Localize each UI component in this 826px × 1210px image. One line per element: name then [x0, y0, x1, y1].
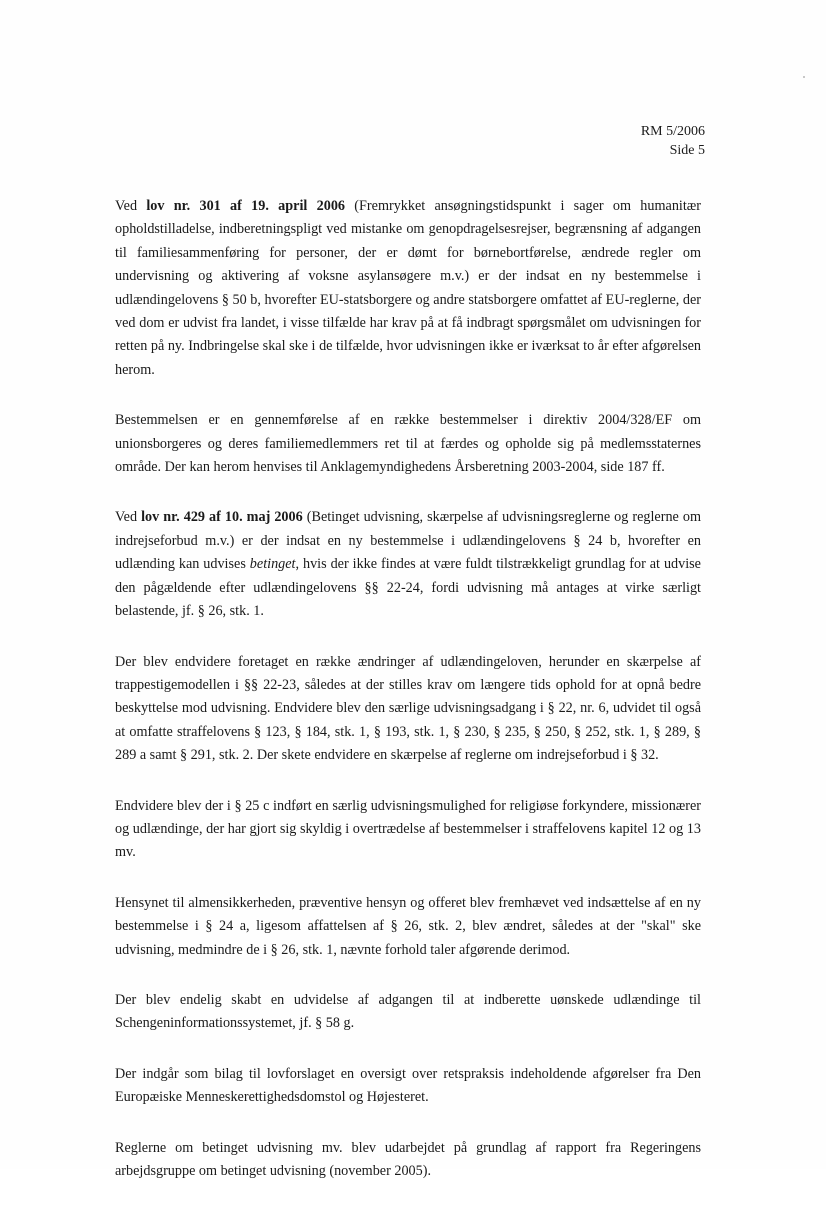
paragraph-text: Der blev endelig skabt en udvidelse af adgangen til at indberette uønskede udlændinge til Schengeninformationssystemet, jf. § 58 g.: [115, 991, 701, 1032]
paragraph-8: [115, 1063, 701, 1110]
paragraph-7: [115, 989, 701, 1036]
page-header: [641, 122, 705, 160]
paragraph-4: [115, 651, 701, 768]
paragraph-1: [115, 195, 701, 382]
paragraph-text: Der indgår som bilag til lovforslaget en oversigt over retspraksis indeholdende afgørelser fra Den Europæiske Menneskerettighedsdomstol og Højesteret.: [115, 1065, 701, 1106]
paragraph-3: [115, 506, 701, 623]
paragraph-5: [115, 795, 701, 865]
paragraph-text: Ved: [115, 198, 147, 214]
paragraph-text: Ved: [115, 509, 142, 526]
law-reference: lov nr. 301 af 19. april 2006: [146, 198, 346, 214]
paragraph-text: Hensynet til almensikkerheden, præventive hensyn og offeret blev fremhævet ved indsættelse af en ny bestemmelse i § 24 a, ligesom affattelsen af § 26, stk. 2, blev ændret, således at der "skal" ske udvisning, medmindre de i § 26, stk. 1, nævnte forhold taler afgørende derimod.: [115, 894, 701, 958]
paragraph-text: Der blev endvidere foretaget en række ændringer af udlændingeloven, herunder en skærpelse af trappestigemodellen i §§ 22-23, således at der stilles krav om længere tids ophold for at opnå bedre beskyttelse mod udvisning. Endvidere blev den særlige udvisningsadgang i § 22, nr. 6, udvidet til også at omfatte straffelovens § 123, § 184, stk. 1, § 193, stk. 1, § 230, § 235, § 250, § 252, stk. 1, § 289, § 289 a samt § 291, stk. 2. Der skete endvidere en skærpelse af reglerne om indrejseforbud i § 32.: [115, 653, 701, 764]
paragraph-text: Endvidere blev der i § 25 c indført en særlig udvisningsmulighed for religiøse forkyndere, missionærer og udlændinge, der har gjort sig skyldig i overtrædelse af bestemmelser i straffelovens kapitel 12 og 13 mv.: [115, 797, 701, 861]
paragraph-2: [115, 409, 701, 479]
paragraph-9: [115, 1137, 701, 1184]
law-reference: lov nr. 429 af 10. maj 2006: [141, 509, 303, 526]
emphasis-text: betinget: [249, 556, 296, 573]
paragraph-text: Reglerne om betinget udvisning mv. blev udarbejdet på grundlag af rapport fra Regeringens arbejdsgruppe om betinget udvisning (november 2005).: [115, 1139, 701, 1179]
document-reference: RM 5/2006: [640, 124, 705, 139]
paragraph-text: Bestemmelsen er en gennemførelse af en række bestemmelser i direktiv 2004/328/EF om unionsborgeres og deres familiemedlemmers ret til at færdes og opholde sig på medlemsstaternes område. Der kan herom henvises til Anklagemyndighedens Årsberetning 2003-2004, side 187 ff.: [115, 412, 701, 476]
paragraph-text: , hvis der ikke findes at være fuldt tilstrækkeligt grundlag for at udvise den pågældende efter udlændingelovens §§ 22-24, fordi udvisning må antages at virke særligt belastende, jf. § 26, stk. 1.: [115, 556, 701, 620]
paragraph-6: [115, 892, 701, 962]
scan-speck: [803, 76, 805, 78]
paragraph-text: (Betinget udvisning, skærpelse af udvisningsreglerne og reglerne om indrejseforbud m.v.) er der indsat en ny bestemmelse i udlændingelovens § 24 b, hvorefter en udlænding kan udvises: [115, 509, 702, 573]
body-text: [115, 195, 701, 1210]
page-number: Side 5: [669, 143, 705, 158]
paragraph-text: (Fremrykket ansøgningstidspunkt i sager om humanitær opholdstilladelse, indberetningspligt ved mistanke om genopdragelsesrejser, begrænsning af adgangen til familiesammenføring for personer, der er dømt for børnebortførelse, ændrede regler om undervisning og aktivering af voksne asylansøgere m.v.) er der indsat en ny bestemmelse i udlændingelovens § 50 b, hvorefter EU-statsborgere og andre statsborgere omfattet af EU-reglerne, der ved dom er udvist fra landet, i visse tilfælde har krav på at få indbragt spørgsmålet om udvisningen for retten på ny. Indbringelse skal ske i de tilfælde, hvor udvisningen ikke er iværksat to år efter afgørelsen herom.: [115, 198, 701, 378]
